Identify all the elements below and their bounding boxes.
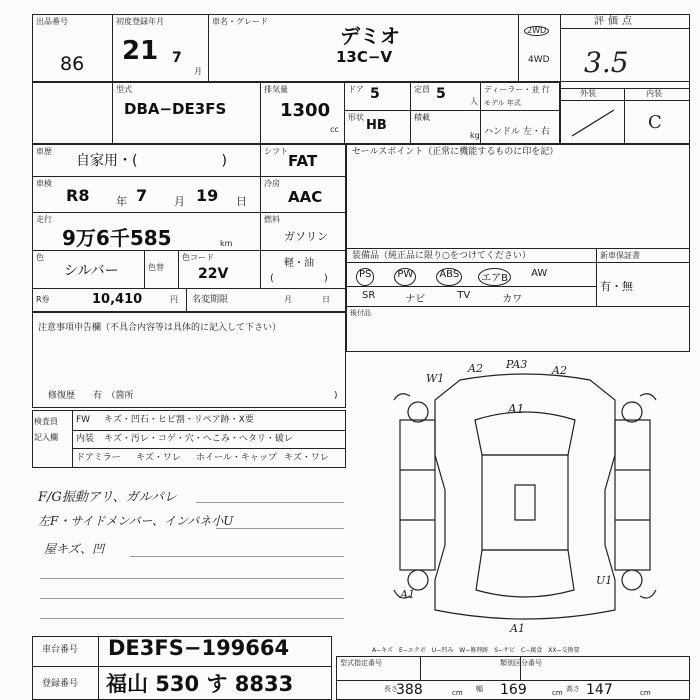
inspection-year-unit: 年 xyxy=(116,195,127,208)
color: シルバー xyxy=(64,263,119,279)
color-change-label: 色替 xyxy=(148,263,164,272)
model-label: 型式 xyxy=(116,85,132,94)
dealer-label: ディーラー・並 行 xyxy=(484,85,550,94)
car-name: デミオ xyxy=(340,24,400,48)
auction-sheet: 出品番号 86 初度登録年月 21 7 月 車名・グレード デミオ 13C−V 2WD 4WD 評価点 3.5 外装 内装 C 型式 DBA−DE3FS 排気量 1300 cc ドア 5 定員 5 人 ディーラー・並 行 モデル 年式 形状 HB 積載 kg ハンドル 左・右 車歴 自家用・( ) シフト FAT 車検 R8 年 7 月 19 日 冷房 AAC 走行 9万6千585 km 燃料 ガソリン 色 シルバー 色替 色コード 22V 軽・油 ( ) R券 10,410 円 名変期限 月 日 セールスポイント（正常に機能するものに印を記） 装備品（純正品に限り○をつけてください） 新車保証書 有・無 PS PW ABS エアB AW SR ナビ TV カワ 後付品 注意事項申告欄（不具合内容等は具体的に記入して下さい） 修復歴 有 （箇所 ) 検査員 記入欄 FW キズ・凹石・ヒビ割・リペア跡・X要 内装 キズ・汚レ・コゲ・穴・へこみ・ヘタリ・破レ ドアミラー キズ・ワレ ホイール・キャップ キズ・ワレ F/G振動アリ、ガルパレ 左F・サイドメンバー、インパネ小U 屋キズ、凹 W1 A2 PA3 A2 A1 A1 U1 A1 車台番号 DE3FS−199664 登録番号 福山 530 す 8833 A−キズ E−エクボ U−凹み W−修理跡 S−サビ C−腐食 XX−交換要 型式指定番号 類別区分番号 長さ 388 cm 幅 169 cm 高さ 147 cm xyxy=(0,0,700,700)
damage-mark: A1 xyxy=(510,622,525,635)
deadline-month-unit: 月 xyxy=(284,295,292,304)
equipment-item: AW xyxy=(531,268,548,279)
recycle-label: R券 xyxy=(36,295,50,304)
drive-2wd: 2WD xyxy=(524,26,549,36)
equipment-item: TV xyxy=(457,290,471,301)
length: 388 xyxy=(396,682,423,698)
entry-label: 記入欄 xyxy=(34,433,58,442)
fuel-label: 燃料 xyxy=(264,215,280,224)
width-unit: cm xyxy=(552,689,563,697)
interior-row-label: 内装 xyxy=(76,434,95,444)
mileage: 9万6千585 xyxy=(62,226,172,250)
load-unit: kg xyxy=(470,131,480,140)
inspection-day-unit: 日 xyxy=(236,195,247,208)
inspection-month-unit: 月 xyxy=(174,195,185,208)
height-unit: cm xyxy=(640,689,651,697)
fw-label: FW xyxy=(76,415,91,425)
fuel: ガソリン xyxy=(284,230,328,243)
fuel-light-oil: 軽・油 xyxy=(284,258,314,269)
equipment-item: PW xyxy=(394,268,416,286)
door-mirror-text: キズ・ワレ xyxy=(136,453,181,463)
height-label: 高さ xyxy=(566,685,580,693)
equipment-item: ナビ xyxy=(405,294,426,305)
color-code-label: 色コード xyxy=(182,253,214,262)
sales-point-label: セールスポイント（正常に機能するものに印を記） xyxy=(352,147,559,157)
ac-label: 冷房 xyxy=(264,179,280,188)
drive-4wd: 4WD xyxy=(528,55,550,65)
equipment-item: エアB xyxy=(478,268,511,286)
usage: 自家用・( ) xyxy=(76,153,227,169)
door-mirror-label: ドアミラー xyxy=(76,453,121,463)
recycle-unit: 円 xyxy=(170,295,178,304)
inspection-label: 車検 xyxy=(36,179,52,188)
equipment-item: カワ xyxy=(502,294,523,305)
doors: 5 xyxy=(370,86,380,102)
equipment-row-1 xyxy=(350,266,594,286)
aftermarket-label: 後付品 xyxy=(350,309,371,317)
new-car-warranty-value: 有・無 xyxy=(600,280,633,293)
inspection-day: 19 xyxy=(196,186,219,205)
category-label: 類別区分番号 xyxy=(500,659,542,667)
exterior-label: 外装 xyxy=(580,89,596,98)
chassis-number: DE3FS−199664 xyxy=(108,636,290,660)
score-label: 評価点 xyxy=(594,16,636,27)
model-year-label: モデル 年式 xyxy=(484,99,521,107)
handwritten-note: 屋キズ、凹 xyxy=(44,542,105,556)
damage-mark: A2 xyxy=(468,362,483,375)
length-label: 長さ xyxy=(384,685,398,693)
km-unit: km xyxy=(220,239,233,248)
inspection-era: R8 xyxy=(66,186,90,205)
equipment-row-2 xyxy=(350,290,594,306)
displacement: 1300 xyxy=(280,100,331,121)
length-unit: cm xyxy=(452,689,463,697)
shape: HB xyxy=(366,118,387,133)
width-label: 幅 xyxy=(476,685,483,693)
displacement-label: 排気量 xyxy=(264,85,288,94)
capacity: 5 xyxy=(436,86,446,102)
capacity-unit: 人 xyxy=(470,97,478,106)
handle-label: ハンドル 左・右 xyxy=(484,127,550,137)
inspection-month: 7 xyxy=(136,186,148,205)
recycle-amount: 10,410 xyxy=(92,292,143,307)
repair-history-label: 修復歴 有 （箇所 xyxy=(48,391,134,401)
wheel-cap-text: キズ・ワレ xyxy=(284,453,329,463)
deadline-label: 名変期限 xyxy=(192,295,229,305)
equipment-item: PS xyxy=(356,268,374,286)
name-grade-label: 車名・グレード xyxy=(212,17,268,26)
damage-mark: A1 xyxy=(400,588,415,601)
doors-label: ドア xyxy=(348,85,364,94)
legend: A−キズ E−エクボ U−凹み W−修理跡 S−サビ C−腐食 XX−交換要 xyxy=(372,647,580,654)
wheel-cap-label: ホイール・キャップ xyxy=(196,453,277,463)
new-car-warranty-label: 新車保証書 xyxy=(600,251,640,260)
displacement-unit: cc xyxy=(330,125,339,134)
damage-mark: U1 xyxy=(596,574,613,587)
chassis-label: 車台番号 xyxy=(42,645,79,655)
score-value: 3.5 xyxy=(584,46,629,79)
reg-month: 7 xyxy=(172,50,182,66)
equipment-item: SR xyxy=(362,290,376,301)
ac: AAC xyxy=(288,188,323,206)
handwritten-note: 左F・サイドメンバー、インパネ小U xyxy=(38,514,234,528)
lot-number: 86 xyxy=(60,53,85,75)
car-damage-diagram xyxy=(380,360,670,640)
type-designation-label: 型式指定番号 xyxy=(340,659,382,667)
model-code: DBA−DE3FS xyxy=(124,100,227,118)
equipment-item: ABS xyxy=(436,268,462,286)
reg-date-label: 初度登録年月 xyxy=(116,17,164,26)
grade: 13C−V xyxy=(336,48,393,66)
lot-label: 出品番号 xyxy=(36,17,68,26)
reg-month-unit: 月 xyxy=(194,67,202,76)
interior-mark: C xyxy=(648,112,662,133)
equipment-label: 装備品（純正品に限り○をつけてください） xyxy=(352,251,531,261)
handwritten-note: F/G振動アリ、ガルパレ xyxy=(38,490,177,505)
width: 169 xyxy=(500,682,527,698)
height: 147 xyxy=(586,682,613,698)
mileage-label: 走行 xyxy=(36,215,52,224)
fw-text: キズ・凹石・ヒビ割・リペア跡・X要 xyxy=(104,415,254,425)
declaration-label: 注意事項申告欄（不具合内容等は具体的に記入して下さい） xyxy=(38,323,282,333)
damage-mark: W1 xyxy=(426,372,445,385)
deadline-day-unit: 日 xyxy=(322,295,330,304)
interior-row-text: キズ・汚レ・コゲ・穴・へこみ・ヘタリ・破レ xyxy=(104,434,293,444)
usage-label: 車歴 xyxy=(36,147,52,156)
color-code: 22V xyxy=(198,266,229,282)
reg-year: 21 xyxy=(122,36,159,66)
exterior-slash-mark xyxy=(566,104,620,140)
shift-label: シフト xyxy=(264,147,288,156)
shift: FAT xyxy=(288,152,318,170)
reg-number: 福山 530 す 8833 xyxy=(106,672,294,696)
damage-mark: A2 xyxy=(552,364,567,377)
shape-label: 形状 xyxy=(348,113,364,122)
damage-mark: PA3 xyxy=(506,358,528,371)
interior-label: 内装 xyxy=(646,89,662,98)
reg-number-label: 登録番号 xyxy=(42,679,79,689)
capacity-label: 定員 xyxy=(414,85,430,94)
damage-mark: A1 xyxy=(508,402,525,416)
inspector-label: 検査員 xyxy=(34,417,58,426)
load-label: 積載 xyxy=(414,113,430,122)
color-label: 色 xyxy=(36,253,44,262)
